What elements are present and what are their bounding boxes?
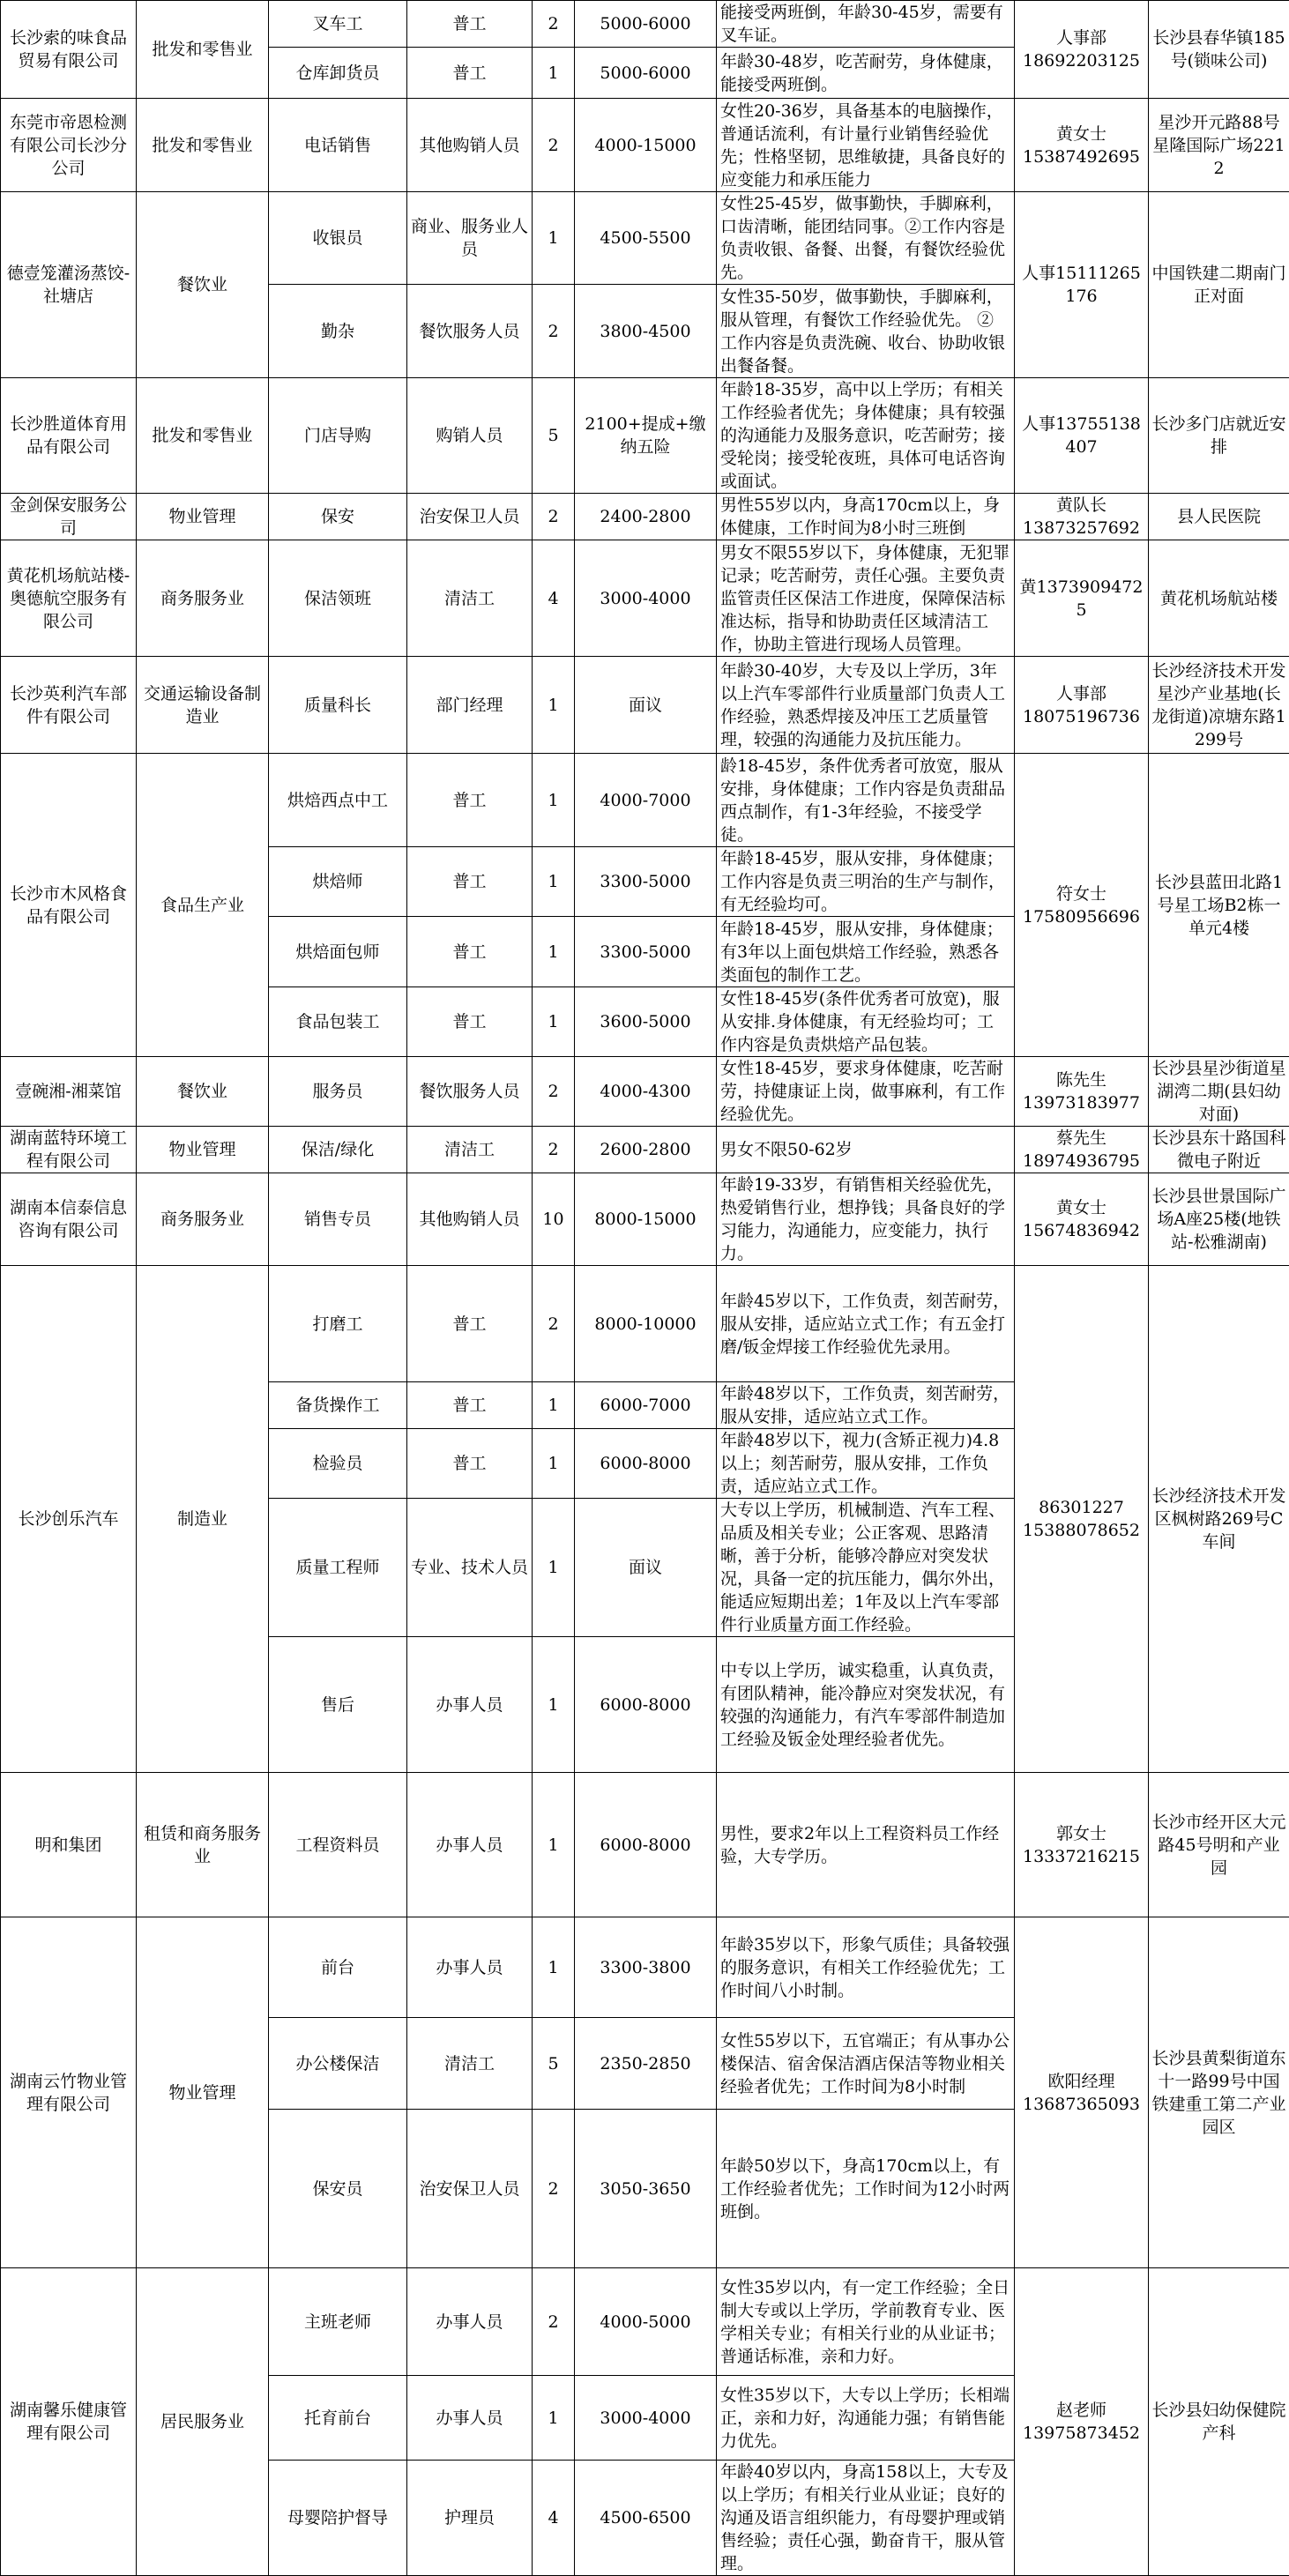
job-requirements: 年龄30-40岁，大专及以上学历，3年以上汽车零部件行业质量部门负责人工作经验，熟悉焊接及冲压工艺质量管理，较强的沟通能力及抗压能力。 [717,657,1015,754]
job-category: 普工 [407,917,533,987]
table-row [1,2268,1289,2376]
job-count: 1 [533,917,575,987]
job-salary: 3000-4000 [575,2376,717,2461]
job-requirements: 年龄40岁以内，身高158以上，大专及以上学历；有相关行业从业证；良好的沟通及语言组织能力，有母婴护理或销售经验；责任心强，勤奋肯干，服从管理。 [717,2461,1015,2576]
job-count: 4 [533,2461,575,2576]
contact: 人事部 18692203125 [1015,1,1149,99]
job-title: 主班老师 [269,2268,407,2376]
job-title: 前台 [269,1917,407,2018]
job-requirements: 中专以上学历，诚实稳重，认真负责，有团队精神，能冷静应对突发状况，有较强的沟通能力，有汽车零部件制造加工经验及钣金处理经验者优先。 [717,1637,1015,1773]
job-count: 1 [533,2376,575,2461]
company-name: 湖南云竹物业管理有限公司 [1,1917,137,2268]
job-count: 2 [533,1127,575,1173]
address: 长沙经济技术开发区枫树路269号C车间 [1149,1266,1289,1773]
industry: 商务服务业 [137,540,269,657]
job-salary: 4500-5500 [575,192,717,285]
job-requirements: 女性18-45岁(条件优秀者可放宽)，服从安排.身体健康，有无经验均可；工作内容是负责烘焙产品包装。 [717,987,1015,1057]
job-title: 工程资料员 [269,1773,407,1917]
job-count: 1 [533,48,575,99]
job-requirements: 男女不限50-62岁 [717,1127,1015,1173]
job-category: 其他购销人员 [407,99,533,192]
job-category: 治安保卫人员 [407,2110,533,2268]
job-count: 1 [533,1917,575,2018]
address: 黄花机场航站楼 [1149,540,1289,657]
job-title: 仓库卸货员 [269,48,407,99]
job-requirements: 年龄30-48岁，吃苦耐劳，身体健康，能接受两班倒。 [717,48,1015,99]
table-row [1,1266,1289,1382]
table-row [1,1057,1289,1127]
industry: 物业管理 [137,1127,269,1173]
table-row [1,378,1289,494]
table-row [1,1127,1289,1173]
job-salary: 3800-4500 [575,285,717,378]
contact: 黄13739094725 [1015,540,1149,657]
address: 长沙县妇幼保健院产科 [1149,2268,1289,2576]
job-salary: 3300-5000 [575,847,717,917]
job-title: 检验员 [269,1429,407,1499]
industry: 批发和零售业 [137,378,269,494]
job-requirements: 女性25-45岁，做事勤快，手脚麻利，口齿清晰，能团结同事。②工作内容是负责收银、备餐、出餐，有餐饮经验优先。 [717,192,1015,285]
job-category: 办事人员 [407,1773,533,1917]
contact: 黄队长 13873257692 [1015,494,1149,540]
table-row [1,1173,1289,1266]
table-row [1,1773,1289,1917]
job-requirements: 龄18-45岁，条件优秀者可放宽，服从安排，身体健康；工作内容是负责甜品西点制作，有1-3年经验，不接受学徒。 [717,754,1015,847]
job-salary: 4000-7000 [575,754,717,847]
job-requirements: 女性35岁以内，有一定工作经验；全日制大专或以上学历，学前教育专业、医学相关专业；有相关行业的从业证书；普通话标准，亲和力好。 [717,2268,1015,2376]
job-requirements: 男女不限55岁以下，身体健康，无犯罪记录；吃苦耐劳，责任心强。主要负责监管责任区保洁工作进度，保障保洁标准达标，指导和协助责任区域清洁工作，协助主管进行现场人员管理。 [717,540,1015,657]
job-salary: 6000-8000 [575,1429,717,1499]
address: 长沙县世景国际广场A座25楼(地铁站-松雅湖南) [1149,1173,1289,1266]
industry: 交通运输设备制造业 [137,657,269,754]
job-requirements: 男性，要求2年以上工程资料员工作经验，大专学历。 [717,1773,1015,1917]
job-title: 售后 [269,1637,407,1773]
industry: 居民服务业 [137,2268,269,2576]
job-title: 收银员 [269,192,407,285]
table-row [1,540,1289,657]
job-salary: 3300-3800 [575,1917,717,2018]
job-title: 备货操作工 [269,1382,407,1429]
job-count: 1 [533,657,575,754]
job-category: 其他购销人员 [407,1173,533,1266]
address: 长沙经济技术开发星沙产业基地(长龙街道)凉塘东路1299号 [1149,657,1289,754]
job-salary: 5000-6000 [575,48,717,99]
job-salary: 2400-2800 [575,494,717,540]
job-category: 商业、服务业人员 [407,192,533,285]
job-title: 托育前台 [269,2376,407,2461]
job-category: 护理员 [407,2461,533,2576]
job-title: 服务员 [269,1057,407,1127]
job-salary: 8000-15000 [575,1173,717,1266]
industry: 食品生产业 [137,754,269,1057]
address: 长沙多门店就近安排 [1149,378,1289,494]
job-requirements: 年龄18-35岁，高中以上学历；有相关工作经验者优先；身体健康；具有较强的沟通能力及服务意识，吃苦耐劳；接受轮岗；接受轮夜班，具体可电话咨询或面试。 [717,378,1015,494]
contact: 赵老师 13975873452 [1015,2268,1149,2576]
job-salary: 2350-2850 [575,2018,717,2110]
address: 星沙开元路88号星隆国际广场2212 [1149,99,1289,192]
job-category: 普工 [407,987,533,1057]
table-row [1,99,1289,192]
job-title: 质量科长 [269,657,407,754]
job-title: 保安 [269,494,407,540]
job-count: 5 [533,2018,575,2110]
job-requirements: 年龄18-45岁，服从安排，身体健康；有3年以上面包烘焙工作经验，熟悉各类面包的制作工艺。 [717,917,1015,987]
industry: 餐饮业 [137,1057,269,1127]
company-name: 长沙索的味食品贸易有限公司 [1,1,137,99]
job-requirements: 女性20-36岁，具备基本的电脑操作，普通话流利，有计量行业销售经验优先；性格坚韧，思维敏捷，具备良好的应变能力和承压能力 [717,99,1015,192]
job-salary: 6000-8000 [575,1637,717,1773]
job-category: 普工 [407,754,533,847]
job-salary: 2100+提成+缴纳五险 [575,378,717,494]
job-count: 1 [533,192,575,285]
company-name: 东莞市帝恩检测有限公司长沙分公司 [1,99,137,192]
job-title: 保安员 [269,2110,407,2268]
job-category: 办事人员 [407,1637,533,1773]
address: 县人民医院 [1149,494,1289,540]
job-requirements: 女性35岁以下，大专以上学历；长相端正，亲和力好，沟通能力强；有销售能力优先。 [717,2376,1015,2461]
contact: 人事部 18075196736 [1015,657,1149,754]
company-name: 黄花机场航站楼-奥德航空服务有限公司 [1,540,137,657]
job-salary: 4000-5000 [575,2268,717,2376]
job-category: 办事人员 [407,2268,533,2376]
job-category: 治安保卫人员 [407,494,533,540]
job-title: 烘焙面包师 [269,917,407,987]
industry: 物业管理 [137,1917,269,2268]
job-count: 2 [533,2268,575,2376]
job-category: 部门经理 [407,657,533,754]
job-salary: 5000-6000 [575,1,717,48]
job-title: 叉车工 [269,1,407,48]
industry: 商务服务业 [137,1173,269,1266]
address: 长沙县春华镇185号(锁味公司) [1149,1,1289,99]
contact: 人事15111265176 [1015,192,1149,378]
job-category: 普工 [407,1382,533,1429]
job-salary: 4000-15000 [575,99,717,192]
address: 中国铁建二期南门正对面 [1149,192,1289,378]
job-count: 2 [533,285,575,378]
job-count: 2 [533,1057,575,1127]
address: 长沙县东十路国科微电子附近 [1149,1127,1289,1173]
contact: 郭女士 13337216215 [1015,1773,1149,1917]
contact: 黄女士 15387492695 [1015,99,1149,192]
industry: 餐饮业 [137,192,269,378]
job-count: 1 [533,754,575,847]
job-count: 2 [533,494,575,540]
job-requirements: 年龄48岁以下，工作负责，刻苦耐劳，服从安排，适应站立式工作。 [717,1382,1015,1429]
job-count: 1 [533,847,575,917]
job-salary: 4500-6500 [575,2461,717,2576]
job-category: 普工 [407,1,533,48]
job-count: 1 [533,1773,575,1917]
company-name: 明和集团 [1,1773,137,1917]
job-salary: 3050-3650 [575,2110,717,2268]
job-requirements: 女性18-45岁，要求身体健康，吃苦耐劳，持健康证上岗，做事麻利，有工作经验优先。 [717,1057,1015,1127]
contact: 陈先生 13973183977 [1015,1057,1149,1127]
company-name: 长沙创乐汽车 [1,1266,137,1773]
address: 长沙县蓝田北路1号星工场B2栋一单元4楼 [1149,754,1289,1057]
job-requirements: 男性55岁以内，身高170cm以上，身体健康，工作时间为8小时三班倒 [717,494,1015,540]
job-title: 保洁/绿化 [269,1127,407,1173]
table-row [1,494,1289,540]
company-name: 长沙英利汽车部件有限公司 [1,657,137,754]
job-category: 普工 [407,1266,533,1382]
job-salary: 面议 [575,1499,717,1637]
job-category: 办事人员 [407,2376,533,2461]
table-row [1,657,1289,754]
industry: 物业管理 [137,494,269,540]
job-title: 烘焙西点中工 [269,754,407,847]
company-name: 德壹笼灌汤蒸饺-社塘店 [1,192,137,378]
job-category: 普工 [407,48,533,99]
industry: 制造业 [137,1266,269,1773]
job-title: 门店导购 [269,378,407,494]
job-count: 1 [533,1382,575,1429]
company-name: 壹碗湘-湘菜馆 [1,1057,137,1127]
contact: 符女士 17580956696 [1015,754,1149,1057]
job-count: 2 [533,2110,575,2268]
contact: 欧阳经理 13687365093 [1015,1917,1149,2268]
job-title: 保洁领班 [269,540,407,657]
job-category: 餐饮服务人员 [407,285,533,378]
job-requirements: 大专以上学历，机械制造、汽车工程、品质及相关专业；公正客观、思路清晰，善于分析，能够冷静应对突发状况，具备一定的抗压能力，偶尔外出，能适应短期出差；1年及以上汽车零部件行业质量方面工作经验。 [717,1499,1015,1637]
job-category: 清洁工 [407,2018,533,2110]
job-count: 2 [533,1,575,48]
job-title: 烘焙师 [269,847,407,917]
address: 长沙县星沙街道星湖湾二期(县妇幼对面) [1149,1057,1289,1127]
job-count: 10 [533,1173,575,1266]
company-name: 湖南蓝特环境工程有限公司 [1,1127,137,1173]
job-requirements: 年龄45岁以下，工作负责，刻苦耐劳，服从安排，适应站立式工作；有五金打磨/钣金焊接工作经验优先录用。 [717,1266,1015,1382]
job-title: 勤杂 [269,285,407,378]
job-count: 4 [533,540,575,657]
job-requirements: 女性35-50岁，做事勤快，手脚麻利，服从管理，有餐饮工作经验优先。 ②工作内容是负责洗碗、收台、协助收银出餐备餐。 [717,285,1015,378]
job-salary: 6000-7000 [575,1382,717,1429]
contact: 86301227 15388078652 [1015,1266,1149,1773]
job-count: 1 [533,1429,575,1499]
job-count: 1 [533,987,575,1057]
job-category: 清洁工 [407,540,533,657]
industry: 批发和零售业 [137,1,269,99]
job-title: 电话销售 [269,99,407,192]
job-count: 2 [533,99,575,192]
job-category: 清洁工 [407,1127,533,1173]
job-requirements: 年龄19-33岁，有销售相关经验优先，热爱销售行业，想挣钱；具备良好的学习能力，沟通能力，应变能力，执行力。 [717,1173,1015,1266]
job-title: 食品包装工 [269,987,407,1057]
job-requirements: 女性55岁以下，五官端正；有从事办公楼保洁、宿舍保洁酒店保洁等物业相关经验者优先；工作时间为8小时制 [717,2018,1015,2110]
job-salary: 3600-5000 [575,987,717,1057]
job-category: 购销人员 [407,378,533,494]
job-requirements: 能接受两班倒，年龄30-45岁，需要有叉车证。 [717,1,1015,48]
address: 长沙市经开区大元路45号明和产业园 [1149,1773,1289,1917]
table-row [1,754,1289,847]
job-salary: 3300-5000 [575,917,717,987]
company-name: 湖南馨乐健康管理有限公司 [1,2268,137,2576]
job-requirements: 年龄18-45岁，服从安排，身体健康；工作内容是负责三明治的生产与制作，有无经验均可。 [717,847,1015,917]
company-name: 长沙胜道体育用品有限公司 [1,378,137,494]
table-row [1,1,1289,48]
job-requirements: 年龄35岁以下，形象气质佳；具备较强的服务意识，有相关工作经验优先；工作时间八小时制。 [717,1917,1015,2018]
job-count: 1 [533,1499,575,1637]
job-title: 母婴陪护督导 [269,2461,407,2576]
job-salary: 3000-4000 [575,540,717,657]
contact: 蔡先生 18974936795 [1015,1127,1149,1173]
contact: 人事13755138407 [1015,378,1149,494]
company-name: 金剑保安服务公司 [1,494,137,540]
industry: 租赁和商务服务业 [137,1773,269,1917]
job-count: 1 [533,1637,575,1773]
job-category: 办事人员 [407,1917,533,2018]
company-name: 湖南本信泰信息咨询有限公司 [1,1173,137,1266]
table-row [1,1917,1289,2018]
job-category: 专业、技术人员 [407,1499,533,1637]
contact: 黄女士 15674836942 [1015,1173,1149,1266]
industry: 批发和零售业 [137,99,269,192]
job-salary: 4000-4300 [575,1057,717,1127]
job-requirements: 年龄50岁以下，身高170cm以上，有工作经验者优先；工作时间为12小时两班倒。 [717,2110,1015,2268]
job-count: 5 [533,378,575,494]
job-title: 打磨工 [269,1266,407,1382]
job-salary: 面议 [575,657,717,754]
job-salary: 8000-10000 [575,1266,717,1382]
job-requirements: 年龄48岁以下，视力(含矫正视力)4.8以上；刻苦耐劳，服从安排，工作负责，适应站立式工作。 [717,1429,1015,1499]
address: 长沙县黄梨街道东十一路99号中国铁建重工第二产业园区 [1149,1917,1289,2268]
job-title: 质量工程师 [269,1499,407,1637]
company-name: 长沙市木风格食品有限公司 [1,754,137,1057]
job-count: 2 [533,1266,575,1382]
job-salary: 6000-8000 [575,1773,717,1917]
table-row [1,192,1289,285]
job-title: 办公楼保洁 [269,2018,407,2110]
job-salary: 2600-2800 [575,1127,717,1173]
job-category: 普工 [407,847,533,917]
job-category: 普工 [407,1429,533,1499]
job-category: 餐饮服务人员 [407,1057,533,1127]
job-title: 销售专员 [269,1173,407,1266]
